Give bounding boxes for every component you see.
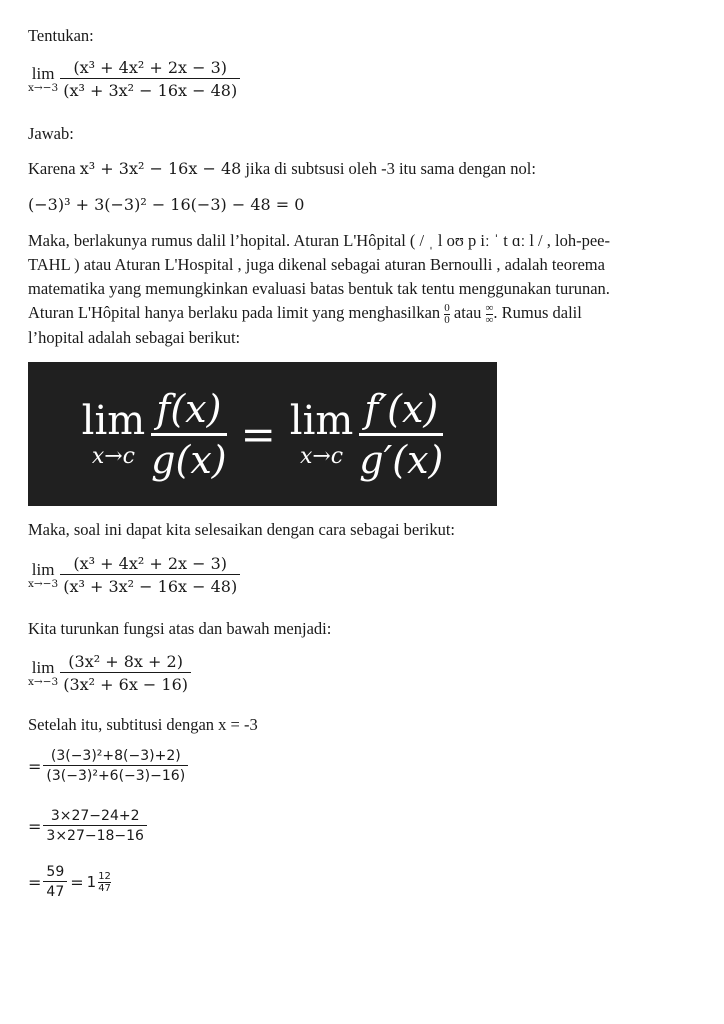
derivative-intro: Kita turunkan fungsi atas dan bawah menjadi: [28, 619, 332, 638]
limit-fraction [60, 58, 240, 100]
explanation-paragraph: Maka, berlakunya rumus dalil l’hopital. Aturan L'Hôpital ( / ˌ l oʊ p iː ˈ t ɑː l / , loh-pee- TAHL ) atau Aturan L'Hospital , juga dikenal sebagai aturan Bernoulli , adalah teorema matematika yang memungkinkan evaluasi batas bentuk tak tentu menggunakan turunan. Aturan L'Hôpital hanya berlaku pada limit yang menghasilkan $\frac{0}{0}$ atau $\frac{\infty}{\infty}$ . Rumus dalil l’hopital adalah sebagai berikut: [28, 231, 610, 347]
answer-heading: Jawab: [28, 124, 74, 143]
reason-line: Karena x³ + 3x² − 16x − 48 jika di subtsusi oleh -3 itu sama dengan nol: [28, 159, 536, 178]
problem-limit [28, 58, 240, 100]
zero-over-zero: $\frac{0}{0}$ [444, 301, 450, 326]
denominator: (x³ + 3x² − 16x − 48) [60, 78, 240, 100]
mixed-fraction: $\frac{12}{47}$ [98, 870, 111, 894]
infinity-over-infinity: $\frac{\infty}{\infty}$ [485, 301, 494, 326]
lhopital-formula-image: lim x→c $\frac{f(x)}{g(x)}$ = lim x→c $\frac{f'(x)}{g'(x)}$ [28, 362, 497, 506]
reason-expression: x³ + 3x² − 16x − 48 [79, 159, 242, 178]
formula-lhs-fraction: $\frac{f(x)}{g(x)}$ [151, 386, 227, 482]
limit-derivative: lim x→−3 $\frac{\text{(3x² + 8x + 2)}}{\text{(3x² + 6x − 16)}}$ [28, 652, 191, 694]
problem-heading: Tentukan: [28, 26, 94, 45]
limit-operator: lim x→−3 [28, 63, 59, 94]
substitution-zero: (−3)³ + 3(−3)² − 16(−3) − 48 = 0 [28, 195, 305, 214]
step-1: = $\frac{\text{(3(−3)²+8(−3)+2)}}{\text{(3(−3)²+6(−3)−16)}}$ [28, 748, 188, 784]
solve-intro: Maka, soal ini dapat kita selesaikan dengan cara sebagai berikut: [28, 520, 456, 539]
formula-rhs-fraction: $\frac{f'(x)}{g'(x)}$ [359, 386, 444, 482]
step-3: = $\frac{59}{47}$ = 1 $\frac{12}{47}$ [28, 864, 111, 900]
step-2: = $\frac{3\times 27-24+2}{3\times 27-18-16}$ [28, 808, 147, 844]
substitution-intro: Setelah itu, subtitusi dengan x = -3 [28, 715, 258, 734]
limit-repeat: lim x→−3 $\frac{\text{(x³ + 4x² + 2x − 3)}}{\text{(x³ + 3x² − 16x − 48)}}$ [28, 554, 240, 596]
numerator: (x³ + 4x² + 2x − 3) [73, 58, 228, 77]
